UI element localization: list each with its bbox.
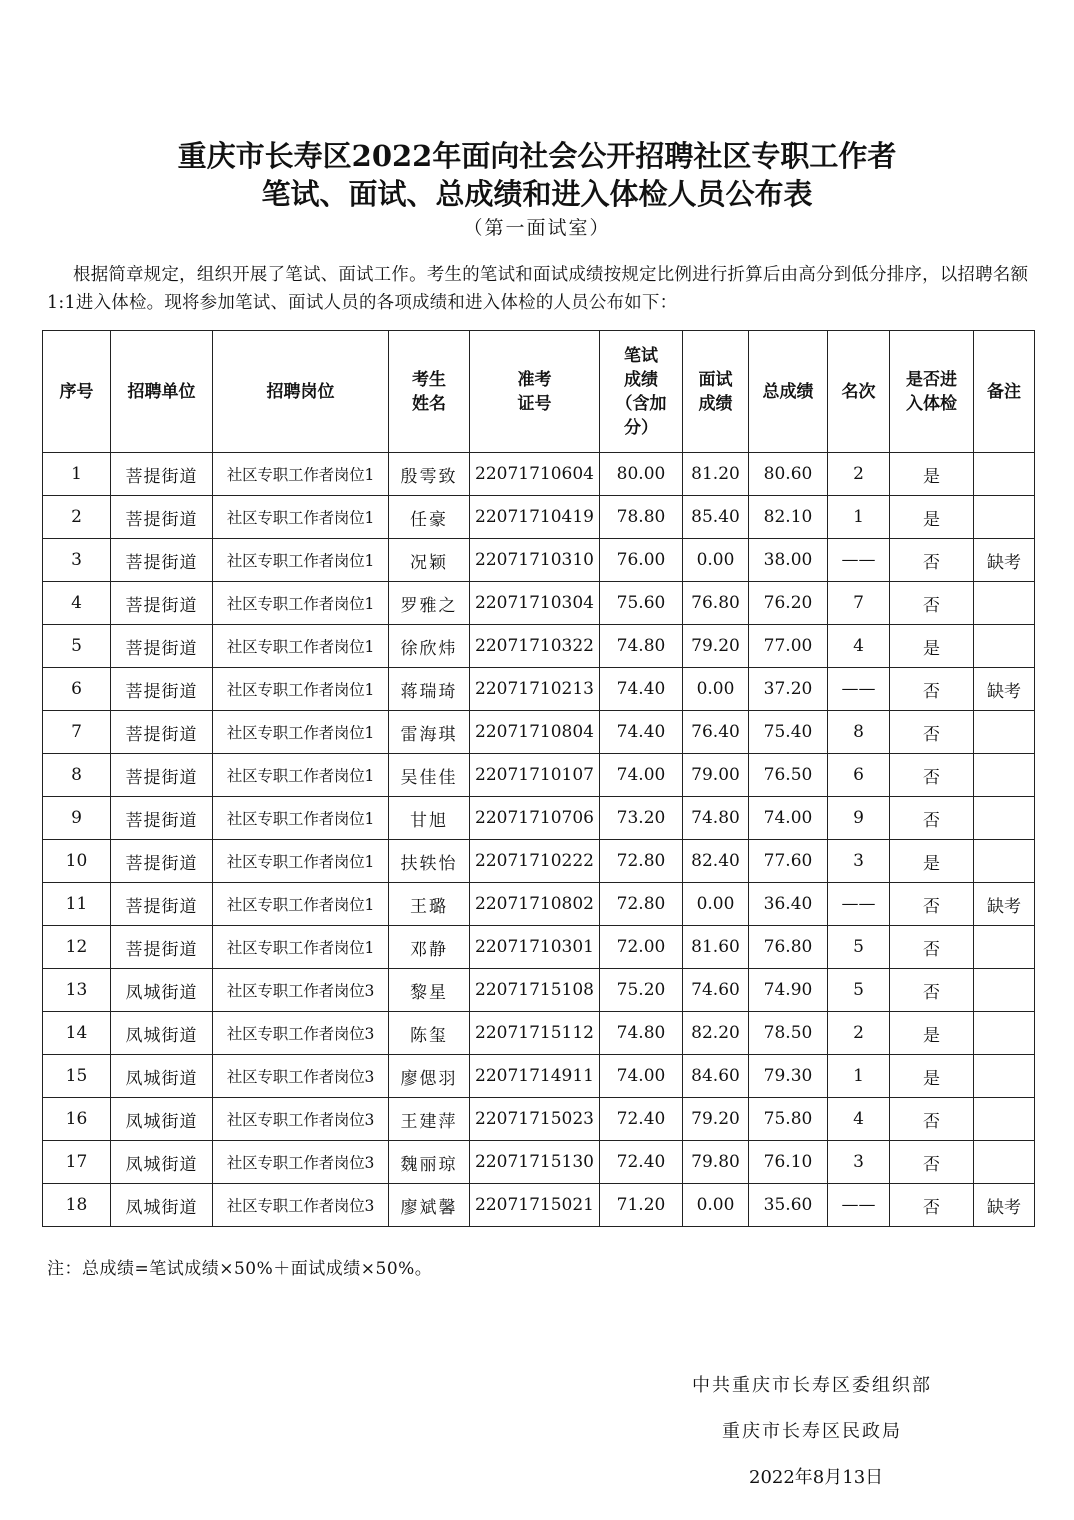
cell-physical-exam: 否 — [890, 754, 974, 797]
cell-written-score: 73.20 — [600, 797, 683, 840]
cell-ticket: 22071715112 — [470, 1012, 600, 1055]
score-table-body — [43, 453, 1035, 1227]
cell-unit: 凤城街道 — [111, 1055, 213, 1098]
cell-remark: 缺考 — [974, 539, 1035, 582]
cell-remark: 缺考 — [974, 668, 1035, 711]
cell-remark: 缺考 — [974, 883, 1035, 926]
table-row — [43, 797, 1035, 840]
cell-post: 社区专职工作者岗位1 — [213, 496, 389, 539]
cell-remark — [974, 582, 1035, 625]
cell-total-score: 77.00 — [749, 625, 828, 668]
cell-seq: 15 — [43, 1055, 111, 1098]
cell-interview-score: 81.60 — [683, 926, 749, 969]
cell-physical-exam: 否 — [890, 797, 974, 840]
cell-interview-score: 79.20 — [683, 1098, 749, 1141]
cell-seq: 11 — [43, 883, 111, 926]
cell-total-score: 78.50 — [749, 1012, 828, 1055]
cell-unit: 凤城街道 — [111, 1012, 213, 1055]
cell-total-score: 74.00 — [749, 797, 828, 840]
cell-unit: 菩提街道 — [111, 711, 213, 754]
cell-remark — [974, 926, 1035, 969]
cell-name: 徐欣炜 — [389, 625, 470, 668]
cell-rank: —— — [828, 539, 890, 582]
cell-post: 社区专职工作者岗位1 — [213, 754, 389, 797]
cell-physical-exam: 是 — [890, 840, 974, 883]
cell-rank: 7 — [828, 582, 890, 625]
cell-remark — [974, 711, 1035, 754]
cell-physical-exam: 否 — [890, 926, 974, 969]
cell-rank: —— — [828, 668, 890, 711]
cell-total-score: 36.40 — [749, 883, 828, 926]
cell-post: 社区专职工作者岗位3 — [213, 969, 389, 1012]
header-name: 考生 姓名 — [389, 331, 470, 453]
cell-unit: 凤城街道 — [111, 1184, 213, 1227]
table-row — [43, 1012, 1035, 1055]
cell-total-score: 79.30 — [749, 1055, 828, 1098]
table-row — [43, 539, 1035, 582]
cell-interview-score: 81.20 — [683, 453, 749, 496]
cell-post: 社区专职工作者岗位1 — [213, 883, 389, 926]
cell-physical-exam: 是 — [890, 625, 974, 668]
cell-seq: 3 — [43, 539, 111, 582]
table-row — [43, 754, 1035, 797]
cell-total-score: 74.90 — [749, 969, 828, 1012]
table-row — [43, 711, 1035, 754]
cell-name: 魏丽琼 — [389, 1141, 470, 1184]
cell-seq: 14 — [43, 1012, 111, 1055]
cell-interview-score: 82.20 — [683, 1012, 749, 1055]
cell-post: 社区专职工作者岗位3 — [213, 1141, 389, 1184]
cell-post: 社区专职工作者岗位1 — [213, 582, 389, 625]
cell-name: 王建萍 — [389, 1098, 470, 1141]
cell-ticket: 22071715021 — [470, 1184, 600, 1227]
header-unit: 招聘单位 — [111, 331, 213, 453]
cell-rank: 3 — [828, 1141, 890, 1184]
cell-seq: 1 — [43, 453, 111, 496]
page-subtitle: （第一面试室） — [463, 217, 611, 239]
cell-physical-exam: 是 — [890, 1012, 974, 1055]
cell-seq: 13 — [43, 969, 111, 1012]
cell-physical-exam: 否 — [890, 883, 974, 926]
cell-physical-exam: 是 — [890, 1055, 974, 1098]
cell-written-score: 72.80 — [600, 840, 683, 883]
cell-post: 社区专职工作者岗位1 — [213, 840, 389, 883]
cell-remark — [974, 797, 1035, 840]
cell-physical-exam: 否 — [890, 1184, 974, 1227]
cell-total-score: 75.40 — [749, 711, 828, 754]
cell-ticket: 22071710310 — [470, 539, 600, 582]
cell-post: 社区专职工作者岗位1 — [213, 711, 389, 754]
cell-written-score: 72.00 — [600, 926, 683, 969]
cell-name: 扶轶怡 — [389, 840, 470, 883]
cell-written-score: 75.20 — [600, 969, 683, 1012]
cell-interview-score: 76.80 — [683, 582, 749, 625]
cell-post: 社区专职工作者岗位1 — [213, 668, 389, 711]
cell-ticket: 22071710213 — [470, 668, 600, 711]
cell-name: 吴佳佳 — [389, 754, 470, 797]
table-header-row — [43, 331, 1035, 453]
table-row — [43, 883, 1035, 926]
cell-physical-exam: 否 — [890, 969, 974, 1012]
signature-civil-affairs-bureau: 重庆市长寿区民政局 — [722, 1421, 902, 1442]
cell-seq: 9 — [43, 797, 111, 840]
cell-unit: 菩提街道 — [111, 496, 213, 539]
cell-unit: 凤城街道 — [111, 969, 213, 1012]
cell-total-score: 38.00 — [749, 539, 828, 582]
cell-unit: 凤城街道 — [111, 1141, 213, 1184]
header-total: 总成绩 — [749, 331, 828, 453]
cell-ticket: 22071710419 — [470, 496, 600, 539]
cell-written-score: 72.40 — [600, 1098, 683, 1141]
cell-seq: 6 — [43, 668, 111, 711]
cell-written-score: 74.80 — [600, 1012, 683, 1055]
cell-name: 甘旭 — [389, 797, 470, 840]
cell-interview-score: 0.00 — [683, 1184, 749, 1227]
cell-written-score: 74.00 — [600, 754, 683, 797]
cell-total-score: 76.10 — [749, 1141, 828, 1184]
cell-written-score: 74.40 — [600, 668, 683, 711]
cell-physical-exam: 否 — [890, 582, 974, 625]
cell-seq: 5 — [43, 625, 111, 668]
header-interview: 面试 成绩 — [683, 331, 749, 453]
header-seq: 序号 — [43, 331, 111, 453]
cell-unit: 菩提街道 — [111, 453, 213, 496]
cell-written-score: 71.20 — [600, 1184, 683, 1227]
cell-ticket: 22071715023 — [470, 1098, 600, 1141]
cell-rank: 1 — [828, 496, 890, 539]
cell-written-score: 72.80 — [600, 883, 683, 926]
cell-name: 廖偲羽 — [389, 1055, 470, 1098]
cell-remark — [974, 1012, 1035, 1055]
cell-name: 殷雩致 — [389, 453, 470, 496]
cell-physical-exam: 否 — [890, 1141, 974, 1184]
cell-interview-score: 0.00 — [683, 883, 749, 926]
cell-seq: 8 — [43, 754, 111, 797]
cell-rank: 4 — [828, 1098, 890, 1141]
cell-seq: 16 — [43, 1098, 111, 1141]
cell-post: 社区专职工作者岗位3 — [213, 1098, 389, 1141]
header-written: 笔试 成绩 （含加 分） — [600, 331, 683, 453]
cell-total-score: 76.50 — [749, 754, 828, 797]
cell-interview-score: 74.60 — [683, 969, 749, 1012]
cell-post: 社区专职工作者岗位1 — [213, 797, 389, 840]
cell-interview-score: 82.40 — [683, 840, 749, 883]
cell-name: 任豪 — [389, 496, 470, 539]
cell-post: 社区专职工作者岗位3 — [213, 1055, 389, 1098]
cell-name: 黎星 — [389, 969, 470, 1012]
cell-written-score: 76.00 — [600, 539, 683, 582]
cell-seq: 10 — [43, 840, 111, 883]
cell-remark — [974, 840, 1035, 883]
cell-rank: 9 — [828, 797, 890, 840]
cell-post: 社区专职工作者岗位1 — [213, 539, 389, 582]
cell-ticket: 22071710322 — [470, 625, 600, 668]
cell-remark — [974, 1055, 1035, 1098]
cell-name: 陈玺 — [389, 1012, 470, 1055]
cell-post: 社区专职工作者岗位1 — [213, 625, 389, 668]
cell-remark — [974, 754, 1035, 797]
cell-rank: 4 — [828, 625, 890, 668]
cell-name: 蒋瑞琦 — [389, 668, 470, 711]
cell-name: 罗雅之 — [389, 582, 470, 625]
cell-physical-exam: 否 — [890, 668, 974, 711]
cell-post: 社区专职工作者岗位3 — [213, 1184, 389, 1227]
cell-interview-score: 0.00 — [683, 539, 749, 582]
cell-name: 况颖 — [389, 539, 470, 582]
page-title-line2: 笔试、面试、总成绩和进入体检人员公布表 — [261, 177, 813, 211]
table-row — [43, 582, 1035, 625]
cell-total-score: 77.60 — [749, 840, 828, 883]
cell-rank: 5 — [828, 969, 890, 1012]
cell-interview-score: 74.80 — [683, 797, 749, 840]
cell-physical-exam: 否 — [890, 1098, 974, 1141]
cell-ticket: 22071710804 — [470, 711, 600, 754]
cell-total-score: 76.80 — [749, 926, 828, 969]
cell-rank: 5 — [828, 926, 890, 969]
cell-written-score: 78.80 — [600, 496, 683, 539]
table-row — [43, 668, 1035, 711]
cell-rank: 8 — [828, 711, 890, 754]
header-remark: 备注 — [974, 331, 1035, 453]
table-row — [43, 496, 1035, 539]
cell-rank: 3 — [828, 840, 890, 883]
cell-unit: 菩提街道 — [111, 883, 213, 926]
cell-physical-exam: 是 — [890, 496, 974, 539]
header-ticket: 准考 证号 — [470, 331, 600, 453]
cell-ticket: 22071710301 — [470, 926, 600, 969]
cell-seq: 17 — [43, 1141, 111, 1184]
cell-unit: 菩提街道 — [111, 797, 213, 840]
cell-rank: 2 — [828, 1012, 890, 1055]
cell-rank: —— — [828, 883, 890, 926]
table-row — [43, 1141, 1035, 1184]
cell-rank: 1 — [828, 1055, 890, 1098]
page-title-line1: 重庆市长寿区2022年面向社会公开招聘社区专职工作者 — [177, 139, 897, 173]
cell-name: 廖斌馨 — [389, 1184, 470, 1227]
cell-written-score: 75.60 — [600, 582, 683, 625]
cell-ticket: 22071710802 — [470, 883, 600, 926]
cell-unit: 菩提街道 — [111, 840, 213, 883]
cell-written-score: 74.00 — [600, 1055, 683, 1098]
cell-rank: —— — [828, 1184, 890, 1227]
cell-written-score: 80.00 — [600, 453, 683, 496]
formula-note: 注：总成绩=笔试成绩×50%＋面试成绩×50%。 — [47, 1259, 433, 1279]
cell-unit: 菩提街道 — [111, 539, 213, 582]
cell-ticket: 22071715130 — [470, 1141, 600, 1184]
table-row — [43, 840, 1035, 883]
cell-seq: 4 — [43, 582, 111, 625]
table-row — [43, 1055, 1035, 1098]
cell-total-score: 80.60 — [749, 453, 828, 496]
table-row — [43, 453, 1035, 496]
cell-total-score: 82.10 — [749, 496, 828, 539]
cell-name: 雷海琪 — [389, 711, 470, 754]
cell-remark — [974, 1098, 1035, 1141]
cell-unit: 菩提街道 — [111, 582, 213, 625]
cell-physical-exam: 否 — [890, 711, 974, 754]
cell-seq: 18 — [43, 1184, 111, 1227]
cell-total-score: 37.20 — [749, 668, 828, 711]
intro-paragraph: 根据简章规定，组织开展了笔试、面试工作。考生的笔试和面试成绩按规定比例进行折算后由高分到低分排序，以招聘名额1:1进入体检。现将参加笔试、面试人员的各项成绩和进入体检的人员公布如下： — [47, 265, 1029, 313]
cell-ticket: 22071714911 — [470, 1055, 600, 1098]
cell-total-score: 75.80 — [749, 1098, 828, 1141]
table-row — [43, 969, 1035, 1012]
header-exam: 是否进 入体检 — [890, 331, 974, 453]
cell-rank: 6 — [828, 754, 890, 797]
cell-seq: 2 — [43, 496, 111, 539]
cell-interview-score: 0.00 — [683, 668, 749, 711]
header-post: 招聘岗位 — [213, 331, 389, 453]
cell-ticket: 22071710604 — [470, 453, 600, 496]
cell-remark — [974, 969, 1035, 1012]
cell-written-score: 74.40 — [600, 711, 683, 754]
cell-unit: 菩提街道 — [111, 668, 213, 711]
cell-remark — [974, 453, 1035, 496]
cell-post: 社区专职工作者岗位1 — [213, 453, 389, 496]
table-row — [43, 625, 1035, 668]
cell-remark — [974, 625, 1035, 668]
cell-unit: 菩提街道 — [111, 754, 213, 797]
cell-total-score: 35.60 — [749, 1184, 828, 1227]
cell-ticket: 22071710304 — [470, 582, 600, 625]
cell-interview-score: 85.40 — [683, 496, 749, 539]
score-table — [42, 330, 1035, 1227]
cell-name: 邓静 — [389, 926, 470, 969]
cell-name: 王璐 — [389, 883, 470, 926]
cell-total-score: 76.20 — [749, 582, 828, 625]
cell-post: 社区专职工作者岗位1 — [213, 926, 389, 969]
cell-interview-score: 76.40 — [683, 711, 749, 754]
cell-remark — [974, 1141, 1035, 1184]
table-row — [43, 1184, 1035, 1227]
cell-interview-score: 79.00 — [683, 754, 749, 797]
cell-seq: 12 — [43, 926, 111, 969]
cell-unit: 凤城街道 — [111, 1098, 213, 1141]
cell-interview-score: 84.60 — [683, 1055, 749, 1098]
cell-ticket: 22071715108 — [470, 969, 600, 1012]
cell-unit: 菩提街道 — [111, 625, 213, 668]
cell-ticket: 22071710222 — [470, 840, 600, 883]
cell-ticket: 22071710706 — [470, 797, 600, 840]
table-row — [43, 1098, 1035, 1141]
cell-written-score: 72.40 — [600, 1141, 683, 1184]
cell-seq: 7 — [43, 711, 111, 754]
cell-post: 社区专职工作者岗位3 — [213, 1012, 389, 1055]
table-row — [43, 926, 1035, 969]
cell-remark: 缺考 — [974, 1184, 1035, 1227]
cell-interview-score: 79.20 — [683, 625, 749, 668]
signature-org-department: 中共重庆市长寿区委组织部 — [692, 1375, 932, 1396]
cell-ticket: 22071710107 — [470, 754, 600, 797]
cell-interview-score: 79.80 — [683, 1141, 749, 1184]
header-rank: 名次 — [828, 331, 890, 453]
cell-unit: 菩提街道 — [111, 926, 213, 969]
cell-physical-exam: 是 — [890, 453, 974, 496]
cell-physical-exam: 否 — [890, 539, 974, 582]
cell-rank: 2 — [828, 453, 890, 496]
cell-written-score: 74.80 — [600, 625, 683, 668]
cell-remark — [974, 496, 1035, 539]
signature-date: 2022年8月13日 — [749, 1467, 884, 1488]
